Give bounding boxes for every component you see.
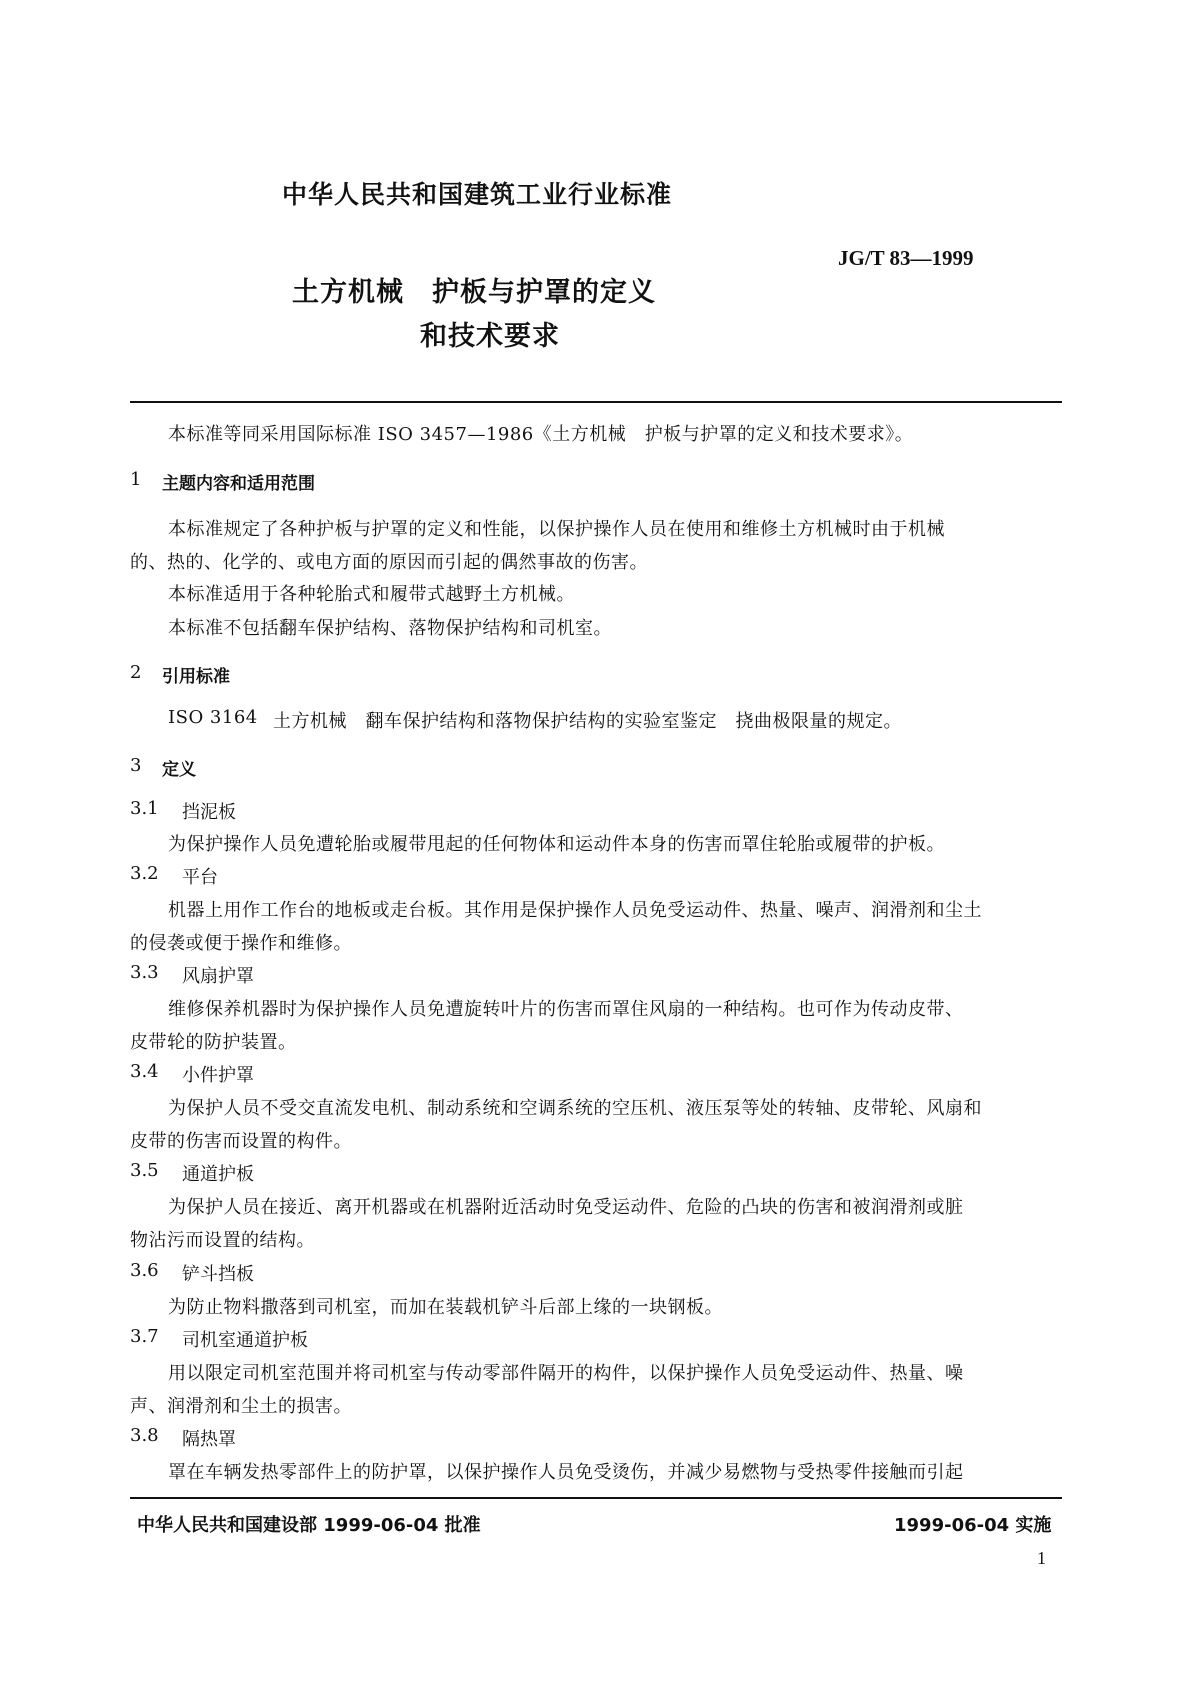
footer-divider xyxy=(130,1497,1062,1499)
definition-term: 通道护板 xyxy=(182,1164,254,1185)
definition-text-continued: 声、润滑剂和尘土的损害。 xyxy=(130,1396,352,1417)
definition-text: 罩在车辆发热零部件上的防护罩，以保护操作人员免受烫伤，并减少易燃物与受热零件接触而引起 xyxy=(168,1462,964,1483)
section-1-number: 1 xyxy=(130,469,142,490)
definition-number: 3.2 xyxy=(130,863,159,884)
definition-term: 隔热罩 xyxy=(182,1429,236,1450)
definition-number: 3.4 xyxy=(130,1061,159,1082)
approval-statement: 中华人民共和国建设部 1999-06-04 批准 xyxy=(137,1515,481,1536)
section-1-para1-line1: 本标准规定了各种护板与护罩的定义和性能，以保护操作人员在使用和维修土方机械时由于机械 xyxy=(168,519,945,540)
definition-term: 司机室通道护板 xyxy=(182,1330,308,1351)
section-2-number: 2 xyxy=(130,662,142,683)
definition-number: 3.3 xyxy=(130,962,159,983)
effective-date: 1999-06-04 实施 xyxy=(894,1515,1052,1536)
issuing-organization: 中华人民共和国建筑工业行业标准 xyxy=(282,180,673,209)
section-1-para1-line2: 的、热的、化学的、或电方面的原因而引起的偶然事故的伤害。 xyxy=(130,552,648,573)
definition-text-continued: 的侵袭或便于操作和维修。 xyxy=(130,933,352,954)
definition-text: 维修保养机器时为保护操作人员免遭旋转叶片的伤害而罩住风扇的一种结构。也可作为传动皮带、 xyxy=(168,999,964,1020)
definition-text: 为保护人员不受交直流发电机、制动系统和空调系统的空压机、液压泵等处的转轴、皮带轮、风扇和 xyxy=(168,1098,982,1119)
reference-text: 土方机械 翻车保护结构和落物保护结构的实验室鉴定 挠曲极限量的规定。 xyxy=(273,711,902,732)
header-divider xyxy=(130,401,1062,403)
section-3-number: 3 xyxy=(130,755,142,776)
definition-text-continued: 皮带轮的防护装置。 xyxy=(130,1032,297,1053)
definition-term: 风扇护罩 xyxy=(182,966,254,987)
intro-paragraph: 本标准等同采用国际标准 ISO 3457—1986《土方机械 护板与护罩的定义和技术要求》。 xyxy=(168,424,914,445)
section-1-title: 主题内容和适用范围 xyxy=(162,474,315,494)
definition-text: 为保护人员在接近、离开机器或在机器附近活动时免受运动件、危险的凸块的伤害和被润滑剂或脏 xyxy=(168,1197,964,1218)
definition-term: 挡泥板 xyxy=(182,802,236,823)
definition-number: 3.7 xyxy=(130,1326,159,1347)
section-1-para3: 本标准不包括翻车保护结构、落物保护结构和司机室。 xyxy=(168,618,612,639)
definition-number: 3.1 xyxy=(130,798,159,819)
definition-text-continued: 物沾污而设置的结构。 xyxy=(130,1230,315,1251)
definition-term: 平台 xyxy=(182,867,218,888)
definition-number: 3.5 xyxy=(130,1160,159,1181)
section-3-title: 定义 xyxy=(162,760,196,780)
document-title-line2: 和技术要求 xyxy=(420,321,560,352)
definition-text: 为防止物料撒落到司机室，而加在装载机铲斗后部上缘的一块钢板。 xyxy=(168,1297,723,1318)
definition-term: 小件护罩 xyxy=(182,1065,254,1086)
definition-text-continued: 皮带的伤害而设置的构件。 xyxy=(130,1131,352,1152)
page-number: 1 xyxy=(1037,1548,1046,1568)
reference-code: ISO 3164 xyxy=(168,707,258,728)
section-2-title: 引用标准 xyxy=(162,667,230,687)
definition-number: 3.6 xyxy=(130,1260,159,1281)
definition-text: 为保护操作人员免遭轮胎或履带甩起的任何物体和运动件本身的伤害而罩住轮胎或履带的护板。 xyxy=(168,834,945,855)
document-title-line1: 土方机械 护板与护罩的定义 xyxy=(292,277,656,308)
definition-term: 铲斗挡板 xyxy=(182,1264,254,1285)
section-1-para2: 本标准适用于各种轮胎式和履带式越野土方机械。 xyxy=(168,584,575,605)
definition-number: 3.8 xyxy=(130,1425,159,1446)
definition-text: 用以限定司机室范围并将司机室与传动零部件隔开的构件，以保护操作人员免受运动件、热量、噪 xyxy=(168,1363,964,1384)
standard-code: JG/T 83—1999 xyxy=(838,246,974,270)
definition-text: 机器上用作工作台的地板或走台板。其作用是保护操作人员免受运动件、热量、噪声、润滑剂和尘土 xyxy=(168,900,982,921)
